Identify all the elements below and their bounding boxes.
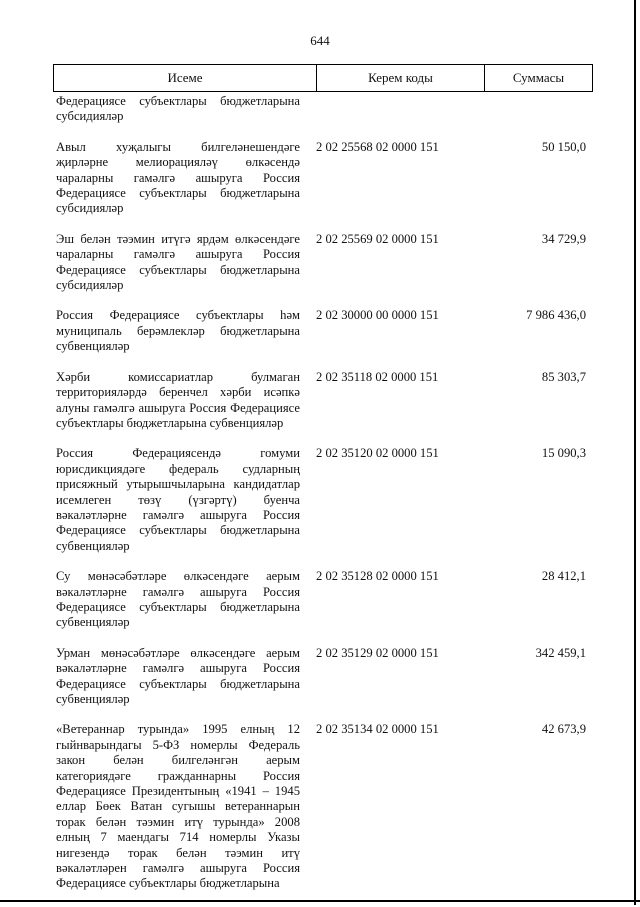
row-sum: 50 150,0 [541,139,586,154]
table-row [53,646,593,723]
table-header [53,64,593,92]
row-name: Хәрби комиссариатлар булмаган территорияләрдә беренчел хәрби исәпкә алуны гамәлгә ашыруга Россия Федерациясе субъектлары бюджетларына субвенцияләр [56,369,300,430]
row-name: Урман мөнәсәбәтләре өлкәсендәге аерым вәкаләтләрне гамәлгә ашыруга Россия Федерациясе субъектлары бюджетларына субвенцияләр [56,645,300,706]
row-name: Авыл хуҗалыгы билгеләнешендәге җирләрне мелиорацияләү өлкәсендә чараларны гамәлгә ашыруга Россия Федерациясе субъектлары бюджетларына субсидияләр [56,139,300,216]
row-sum: 15 090,3 [541,446,586,461]
row-name: Россия Федерациясендә гомуми юрисдикциядәге федераль судларның присяжный утырышчыларына кандидатлар исемлеген төзү (үзгәртү) буенча вәкаләтләрне гамәлгә ашыруга Россия Федерациясе субъектлары бюджетларына субвенцияләр [56,446,300,553]
header-sum: Суммасы [512,70,565,85]
table-row [53,569,593,646]
header-name: Исеме [54,65,317,91]
row-sum: 42 673,9 [541,722,586,737]
row-name: «Ветераннар турында» 1995 елның 12 гыйнварындагы 5-ФЗ номерлы Федераль закон белән билгеләнгән аерым категориядәге гражданнарны Россия Федерациясе Президентының «1941 – 1945 еллар Бөек Ватан сугышы ветераннарын торак белән тәэмин итү турында» 2008 елның 7 маендагы 714 номерлы Указы нигезендә торак белән тәэмин итү вәкаләтләрен гамәлгә ашыруга Россия Федерациясе субъектлары бюджетларына [56,722,300,891]
row-sum: 342 459,1 [535,645,586,660]
row-sum: 28 412,1 [541,569,586,584]
table-row [53,308,593,369]
table-row [53,370,593,447]
row-sum [480,94,593,125]
row-code: 2 02 25569 02 0000 151 [316,231,439,246]
table-row [53,446,593,569]
budget-table [53,64,593,907]
row-code: 2 02 35128 02 0000 151 [316,569,439,584]
page-border-right [634,0,636,905]
row-code [300,94,480,125]
row-sum: 85 303,7 [541,369,586,384]
row-code: 2 02 35129 02 0000 151 [316,645,439,660]
row-code: 2 02 35134 02 0000 151 [316,722,439,737]
table-row [53,722,593,906]
row-name: Федерациясе субъектлары бюджетларына субсидияләр [56,94,300,124]
table-row [53,232,593,309]
table-row [53,140,593,232]
row-code: 2 02 30000 00 0000 151 [316,308,439,323]
row-code: 2 02 25568 02 0000 151 [316,139,439,154]
table-row [53,92,593,140]
header-code: Керем коды [317,65,485,91]
row-code: 2 02 35120 02 0000 151 [316,446,439,461]
row-code: 2 02 35118 02 0000 151 [316,369,439,384]
row-sum: 34 729,9 [541,231,586,246]
page-number: 644 [310,33,330,48]
row-name: Су мөнәсәбәтләре өлкәсендәге аерым вәкаләтләрне гамәлгә ашыруга Россия Федерациясе субъектлары бюджетларына субвенцияләр [56,569,300,630]
row-name: Эш белән тәэмин итүгә ярдәм өлкәсендәге чараларны гамәлгә ашыруга Россия Федерациясе субъектлары бюджетларына субсидияләр [56,231,300,293]
row-sum: 7 986 436,0 [526,308,586,323]
row-name: Россия Федерациясе субъектлары һәм муниципаль берәмлекләр бюджетларына субвенцияләр [56,308,300,354]
